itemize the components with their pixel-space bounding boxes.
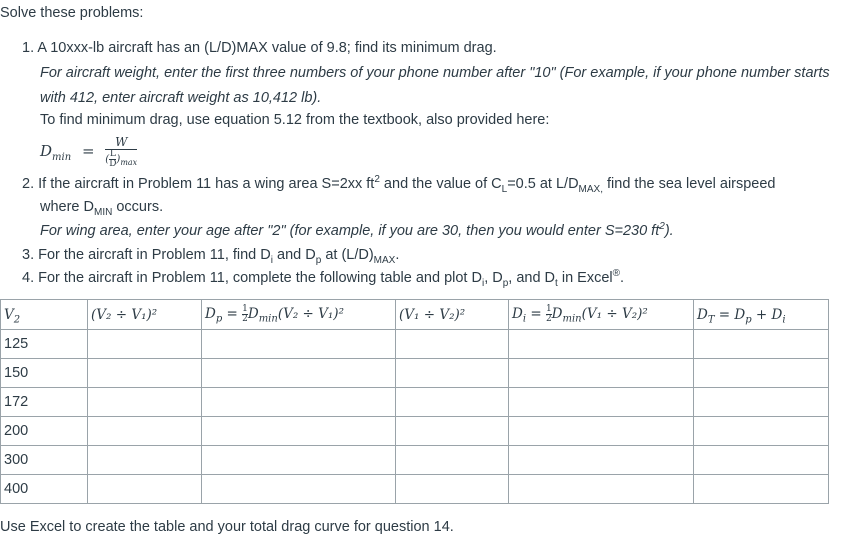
empty-cell[interactable] xyxy=(202,475,396,504)
h6-c: + D xyxy=(751,306,783,323)
empty-cell[interactable] xyxy=(396,330,509,359)
table-row xyxy=(1,417,829,446)
empty-cell[interactable] xyxy=(694,446,829,475)
row-speed-cell: 400 xyxy=(1,475,88,504)
header-v2-v1-ratio: (V₂ ÷ V₁)² xyxy=(88,300,202,330)
problem-1-note-line2: with 412, enter aircraft weight as 10,412 lb). xyxy=(40,90,322,106)
empty-cell[interactable] xyxy=(694,475,829,504)
eq-den-sub: max xyxy=(120,157,138,167)
p2-line2-b: occurs. xyxy=(112,199,164,215)
eq-den-d: D xyxy=(109,158,117,169)
problem-2-line2 xyxy=(40,197,163,217)
h5-sub: i xyxy=(522,313,527,325)
row-speed-cell: 200 xyxy=(1,417,88,446)
empty-cell[interactable] xyxy=(509,446,694,475)
h5-num: 1 xyxy=(545,304,552,314)
empty-cell[interactable] xyxy=(88,359,202,388)
eq-denominator xyxy=(105,150,137,169)
header-v2 xyxy=(1,300,88,330)
empty-cell[interactable] xyxy=(88,446,202,475)
min-drag-equation xyxy=(40,134,137,169)
p3-d: . xyxy=(395,247,400,263)
p2-part-b: and the value of C xyxy=(379,176,502,192)
p4-d: in Excel xyxy=(557,270,613,286)
header-dt xyxy=(694,300,829,330)
problem-1-note-line1: For aircraft weight, enter the first three numbers of your phone number after "10" (For example, if your phone number starts xyxy=(40,65,830,81)
empty-cell[interactable] xyxy=(694,359,829,388)
eq-lhs: D xyxy=(40,142,53,160)
h1-sub: 2 xyxy=(13,314,21,326)
empty-cell[interactable] xyxy=(202,330,396,359)
eq-den-l: L xyxy=(109,148,116,159)
p2-part-c: =0.5 at L/D xyxy=(507,176,579,192)
p2-note-a: For wing area, enter your age after "2" (for example, if you are 30, then you would enter S=230 ft xyxy=(40,223,660,239)
empty-cell[interactable] xyxy=(202,359,396,388)
row-speed-cell: 300 xyxy=(1,446,88,475)
p2-sub1: L xyxy=(501,183,508,195)
empty-cell[interactable] xyxy=(202,417,396,446)
row-speed-cell: 125 xyxy=(1,330,88,359)
h6-a: D xyxy=(697,306,708,323)
table-row xyxy=(1,388,829,417)
p2-part-d: find the sea level airspeed xyxy=(603,176,776,192)
h5-d: (V₁ ÷ V₂)² xyxy=(581,306,648,322)
eq-den-open: ( xyxy=(105,153,110,165)
table-row xyxy=(1,330,829,359)
table-row xyxy=(1,475,829,504)
h3-a: D xyxy=(205,306,216,322)
empty-cell[interactable] xyxy=(694,388,829,417)
problem-1-text: 1. A 10xxx-lb aircraft has an (L/D)MAX value of 9.8; find its minimum drag. xyxy=(22,40,497,56)
empty-cell[interactable] xyxy=(88,388,202,417)
problem-4-text xyxy=(22,268,624,288)
h3-den: 2 xyxy=(242,314,248,324)
row-speed-cell: 172 xyxy=(1,388,88,417)
p4-sub1: i xyxy=(481,277,485,289)
p4-sub2: p xyxy=(502,277,509,289)
p4-sub3: t xyxy=(555,277,558,289)
p2-sub2: MAX, xyxy=(578,183,603,195)
empty-cell[interactable] xyxy=(509,475,694,504)
table-row xyxy=(1,446,829,475)
h5-b: = xyxy=(526,306,546,322)
p2-part-a: 2. If the aircraft in Problem 11 has a wing area S=2xx ft xyxy=(22,176,375,192)
p3-c: at (L/D) xyxy=(321,247,374,263)
p2-note-b: ). xyxy=(664,223,674,239)
h3-sub2: min xyxy=(258,313,278,325)
intro-text: Solve these problems: xyxy=(0,5,144,21)
h1-text: V xyxy=(4,306,14,323)
h3-sub: p xyxy=(215,313,223,325)
h3-d: (V₂ ÷ V₁)² xyxy=(277,306,344,322)
h5-sub2: min xyxy=(562,313,582,325)
empty-cell[interactable] xyxy=(88,475,202,504)
empty-cell[interactable] xyxy=(694,330,829,359)
p2-line2-a: where D xyxy=(40,199,94,215)
p4-e: . xyxy=(620,270,625,286)
empty-cell[interactable] xyxy=(396,446,509,475)
empty-cell[interactable] xyxy=(202,446,396,475)
header-di xyxy=(509,300,694,330)
h6-b: = D xyxy=(714,306,746,323)
table-header-row xyxy=(1,300,829,330)
problem-2-text xyxy=(22,174,776,194)
empty-cell[interactable] xyxy=(396,417,509,446)
p3-sub1: i xyxy=(270,254,273,266)
empty-cell[interactable] xyxy=(202,388,396,417)
empty-cell[interactable] xyxy=(88,330,202,359)
eq-fraction xyxy=(105,136,137,169)
h5-c: D xyxy=(551,306,563,322)
header-dp xyxy=(202,300,396,330)
problem-3-text xyxy=(22,245,399,265)
eq-den-close: ) xyxy=(116,153,121,165)
p2-note-sup: 2 xyxy=(659,221,665,233)
h6-sub3: i xyxy=(782,314,786,326)
empty-cell[interactable] xyxy=(88,417,202,446)
h6-sub2: p xyxy=(745,314,752,326)
empty-cell[interactable] xyxy=(396,359,509,388)
header-v1-v2-ratio: (V₁ ÷ V₂)² xyxy=(396,300,509,330)
h3-b: = xyxy=(222,306,243,322)
p4-a: 4. For the aircraft in Problem 11, complete the following table and plot D xyxy=(22,270,482,286)
empty-cell[interactable] xyxy=(509,388,694,417)
p2-sup: 2 xyxy=(374,174,380,186)
footer-instruction: Use Excel to create the table and your total drag curve for question 14. xyxy=(0,519,454,535)
p3-b: and D xyxy=(273,247,316,263)
empty-cell[interactable] xyxy=(509,330,694,359)
h6-sub: T xyxy=(707,314,715,326)
table-row xyxy=(1,359,829,388)
h5-den: 2 xyxy=(545,314,552,324)
row-speed-cell: 150 xyxy=(1,359,88,388)
p3-sub2: p xyxy=(315,254,322,266)
eq-equals: = xyxy=(81,142,95,160)
h3-num: 1 xyxy=(242,304,248,314)
problem-1-equation-intro: To find minimum drag, use equation 5.12 from the textbook, also provided here: xyxy=(40,112,550,128)
p3-sub3: MAX xyxy=(373,254,396,266)
empty-cell[interactable] xyxy=(509,417,694,446)
problem-2-note xyxy=(40,221,674,241)
empty-cell[interactable] xyxy=(396,475,509,504)
empty-cell[interactable] xyxy=(694,417,829,446)
drag-table xyxy=(0,299,829,504)
empty-cell[interactable] xyxy=(509,359,694,388)
p4-b: , D xyxy=(484,270,503,286)
p2-line2-sub: MIN xyxy=(94,206,113,218)
p4-sup: ® xyxy=(612,268,620,280)
p4-c: , and D xyxy=(508,270,556,286)
h3-c: D xyxy=(247,306,259,322)
eq-lhs-sub: min xyxy=(52,152,72,163)
h5-a: D xyxy=(512,306,523,322)
empty-cell[interactable] xyxy=(396,388,509,417)
p3-a: 3. For the aircraft in Problem 11, find D xyxy=(22,247,271,263)
eq-numerator: W xyxy=(105,136,137,150)
